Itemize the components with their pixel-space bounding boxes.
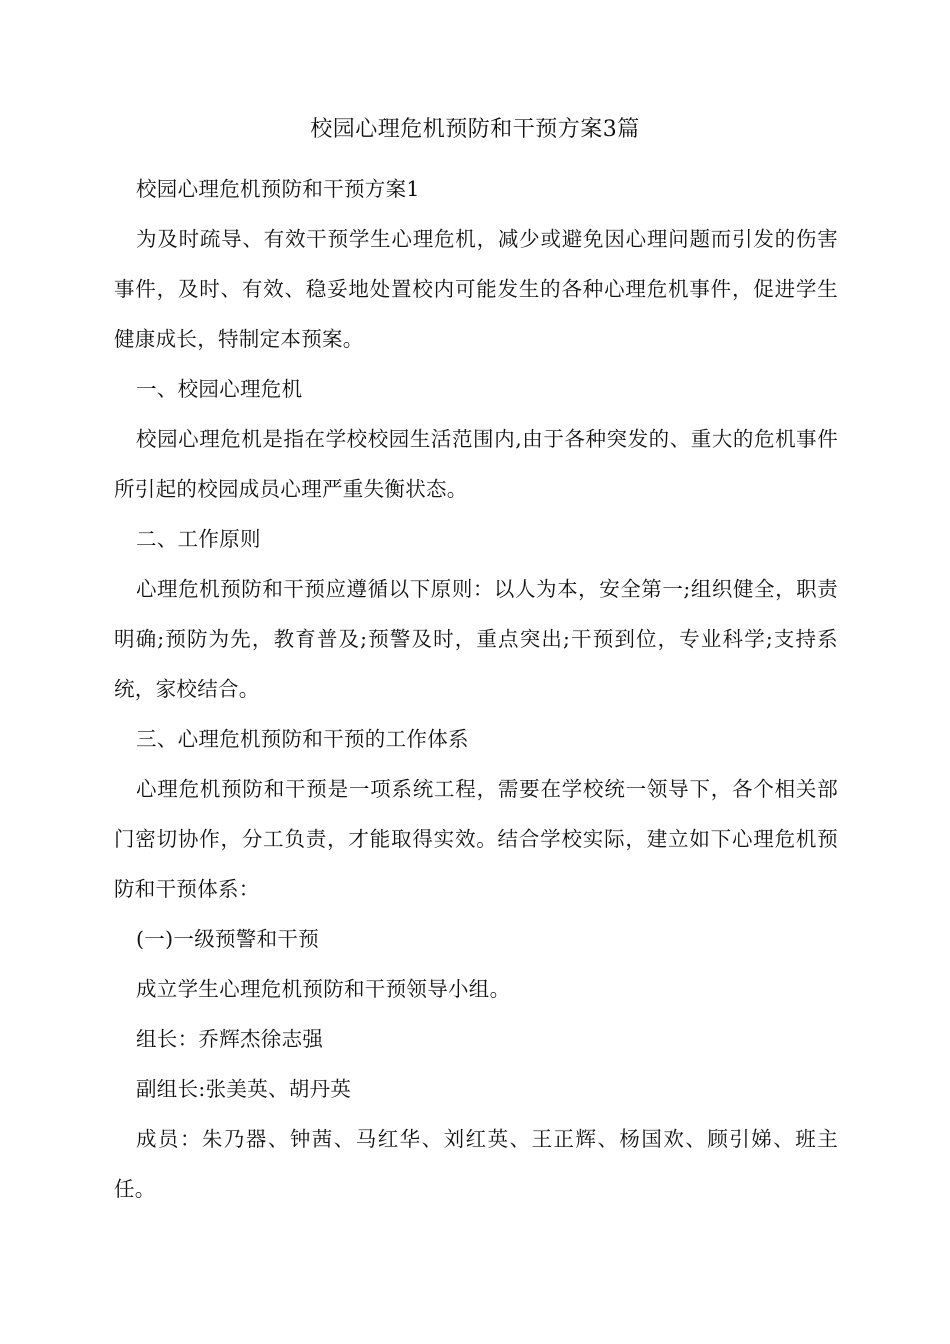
subsection-heading-1: (一)一级预警和干预: [136, 927, 319, 951]
paragraph-plan-1-heading: 校园心理危机预防和干预方案1: [136, 177, 420, 201]
paragraph-leading-group: 成立学生心理危机预防和干预领导小组。: [136, 977, 511, 1001]
paragraph-leader: 组长：乔辉杰徐志强: [136, 1027, 324, 1051]
paragraph-deputy-leader: 副组长:张美英、胡丹英: [136, 1077, 352, 1101]
paragraph-members: 成员：朱乃器、钟茜、马红华、刘红英、王正辉、杨国欢、顾引娣、班主任。: [114, 1127, 838, 1201]
paragraph-system: 心理危机预防和干预是一项系统工程，需要在学校统一领导下，各个相关部门密切协作，分工负责，才能取得实效。结合学校实际，建立如下心理危机预防和干预体系：: [114, 777, 838, 901]
section-heading-3: 三、心理危机预防和干预的工作体系: [136, 727, 469, 751]
document-body: [114, 164, 838, 1214]
paragraph-definition: 校园心理危机是指在学校校园生活范围内,由于各种突发的、重大的危机事件所引起的校园成员心理严重失衡状态。: [114, 427, 838, 501]
section-heading-1: 一、校园心理危机: [136, 377, 303, 401]
paragraph-principles: 心理危机预防和干预应遵循以下原则：以人为本，安全第一;组织健全，职责明确;预防为先，教育普及;预警及时，重点突出;干预到位，专业科学;支持系统，家校结合。: [114, 577, 838, 701]
section-heading-2: 二、工作原则: [136, 527, 261, 551]
document-title: 校园心理危机预防和干预方案3篇: [310, 117, 640, 142]
paragraph-purpose: 为及时疏导、有效干预学生心理危机，减少或避免因心理问题而引发的伤害事件，及时、有效、稳妥地处置校内可能发生的各种心理危机事件，促进学生健康成长，特制定本预案。: [114, 227, 838, 351]
